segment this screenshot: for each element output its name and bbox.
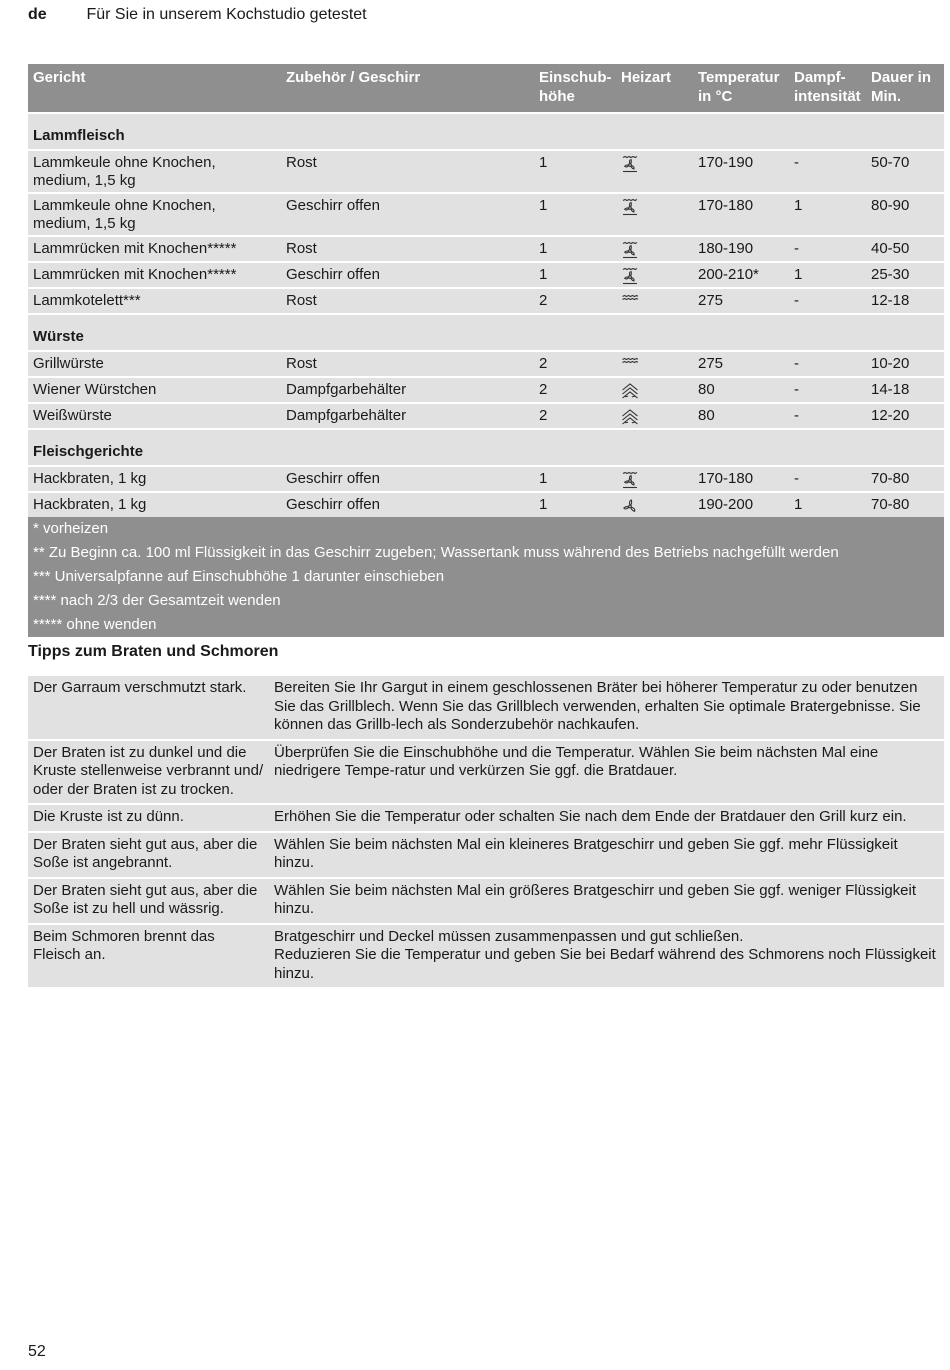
- header-title: Für Sie in unserem Kochstudio getestet: [86, 6, 367, 23]
- temperature-cell: 275: [693, 288, 789, 314]
- tips-row: [28, 832, 944, 878]
- duration-cell: 12-20: [866, 403, 944, 429]
- tips-row: [28, 804, 944, 832]
- dish-cell: Grillwürste: [28, 351, 281, 377]
- heating-mode-cell: [616, 262, 693, 288]
- level-cell: 1: [534, 262, 616, 288]
- level-cell: 1: [534, 150, 616, 193]
- table-row: [28, 288, 944, 314]
- hot-air-grill-icon: [621, 155, 688, 173]
- column-header: Gericht: [28, 64, 281, 113]
- hot-air-grill-icon: [621, 198, 688, 216]
- accessory-cell: Geschirr offen: [281, 262, 534, 288]
- table-row: [28, 236, 944, 262]
- hot-air-grill-icon: [621, 241, 688, 259]
- footnote: * vorheizen: [28, 517, 944, 541]
- solution-cell: [269, 676, 944, 740]
- solution-text: Bratgeschirr und Deckel müssen zusammenpassen und gut schließen.: [274, 927, 744, 945]
- steam-cell: -: [789, 288, 866, 314]
- accessory-cell: Geschirr offen: [281, 492, 534, 517]
- dish-cell: Lammkeule ohne Knochen, medium, 1,5 kg: [28, 150, 281, 193]
- temperature-cell: 180-190: [693, 236, 789, 262]
- level-cell: 1: [534, 492, 616, 517]
- tips-row: [28, 740, 944, 805]
- grill-icon: [621, 293, 688, 311]
- heating-mode-cell: [616, 403, 693, 429]
- temperature-cell: 170-190: [693, 150, 789, 193]
- heating-mode-cell: [616, 236, 693, 262]
- table-row: [28, 193, 944, 236]
- page-header: [28, 6, 367, 28]
- dish-cell: Hackbraten, 1 kg: [28, 492, 281, 517]
- accessory-cell: Geschirr offen: [281, 193, 534, 236]
- duration-cell: 12-18: [866, 288, 944, 314]
- accessory-cell: Rost: [281, 288, 534, 314]
- grill-icon: [621, 356, 688, 374]
- section-row: [28, 113, 944, 150]
- problem-cell: Der Braten sieht gut aus, aber die Soße ist angebrannt.: [28, 832, 269, 878]
- dish-cell: Lammrücken mit Knochen*****: [28, 236, 281, 262]
- level-cell: 1: [534, 466, 616, 492]
- hot-air-grill-icon: [621, 471, 688, 489]
- footnote: ***** ohne wenden: [28, 613, 944, 637]
- temperature-cell: 275: [693, 351, 789, 377]
- problem-cell: Die Kruste ist zu dünn.: [28, 804, 269, 832]
- temperature-cell: 170-180: [693, 466, 789, 492]
- footnote-row: [28, 517, 944, 541]
- solution-text: Erhöhen Sie die Temperatur oder schalten Sie nach dem Ende der Bratdauer den Grill kurz ein.: [274, 808, 907, 825]
- dish-cell: Lammkotelett***: [28, 288, 281, 314]
- duration-cell: 70-80: [866, 466, 944, 492]
- column-header: Dauer in Min.: [866, 64, 944, 113]
- steam-cell: 1: [789, 262, 866, 288]
- footnote-row: [28, 589, 944, 613]
- table-row: [28, 351, 944, 377]
- steam-cell: -: [789, 377, 866, 403]
- accessory-cell: Dampfgarbehälter: [281, 403, 534, 429]
- level-cell: 2: [534, 351, 616, 377]
- tips-row: [28, 878, 944, 924]
- table-row: [28, 403, 944, 429]
- steam-cell: -: [789, 236, 866, 262]
- heating-mode-cell: [616, 351, 693, 377]
- dish-cell: Lammrücken mit Knochen*****: [28, 262, 281, 288]
- heating-mode-cell: [616, 466, 693, 492]
- table-row: [28, 466, 944, 492]
- problem-cell: Der Braten sieht gut aus, aber die Soße ist zu hell und wässrig.: [28, 878, 269, 924]
- temperature-cell: 200-210*: [693, 262, 789, 288]
- solution-cell: [269, 804, 944, 832]
- duration-cell: 25-30: [866, 262, 944, 288]
- cooking-table: [28, 64, 944, 637]
- dish-cell: Wiener Würstchen: [28, 377, 281, 403]
- accessory-cell: Geschirr offen: [281, 466, 534, 492]
- duration-cell: 70-80: [866, 492, 944, 517]
- solution-text: Reduzieren Sie die Temperatur und geben Sie bei Bedarf während des Schmorens noch Flüssigkeit hinzu.: [274, 946, 936, 982]
- accessory-cell: Rost: [281, 150, 534, 193]
- temperature-cell: 80: [693, 377, 789, 403]
- hot-air-grill-icon: [621, 267, 688, 285]
- solution-cell: [269, 924, 944, 989]
- steam-icon: [621, 408, 688, 426]
- steam-cell: 1: [789, 193, 866, 236]
- tips-table: [28, 676, 944, 989]
- duration-cell: 50-70: [866, 150, 944, 193]
- duration-cell: 80-90: [866, 193, 944, 236]
- dish-cell: Hackbraten, 1 kg: [28, 466, 281, 492]
- level-cell: 1: [534, 193, 616, 236]
- problem-cell: Der Garraum verschmutzt stark.: [28, 676, 269, 740]
- table-row: [28, 262, 944, 288]
- problem-cell: Beim Schmoren brennt das Fleisch an.: [28, 924, 269, 989]
- heating-mode-cell: [616, 288, 693, 314]
- tips-row: [28, 676, 944, 740]
- solution-cell: [269, 878, 944, 924]
- solution-text: Bereiten Sie Ihr Gargut in einem geschlossenen Bräter bei höherer Temperatur zu oder benutzen Sie das Grillblech. Wenn Sie das Grillblech verwenden, erhalten Sie optimale Bratergebnisse. Sie können das Grillb-lech als Sonderzubehör nachkaufen.: [274, 679, 921, 733]
- footnote-row: [28, 565, 944, 589]
- table-header-row: [28, 64, 944, 113]
- temperature-cell: 190-200: [693, 492, 789, 517]
- duration-cell: 14-18: [866, 377, 944, 403]
- section-title: Würste: [28, 314, 944, 351]
- temperature-cell: 170-180: [693, 193, 789, 236]
- steam-cell: 1: [789, 492, 866, 517]
- steam-cell: -: [789, 150, 866, 193]
- footnote: ** Zu Beginn ca. 100 ml Flüssigkeit in das Geschirr zugeben; Wassertank muss während des Betriebs nachgefüllt werden: [28, 541, 944, 565]
- column-header: Zubehör / Geschirr: [281, 64, 534, 113]
- footnote-row: [28, 541, 944, 565]
- column-header: Dampf- intensität: [789, 64, 866, 113]
- section-title: Fleischgerichte: [28, 429, 944, 466]
- section-title: Lammfleisch: [28, 113, 944, 150]
- footnote: **** nach 2/3 der Gesamtzeit wenden: [28, 589, 944, 613]
- tips-row: [28, 924, 944, 989]
- section-row: [28, 314, 944, 351]
- steam-icon: [621, 382, 688, 400]
- temperature-cell: 80: [693, 403, 789, 429]
- accessory-cell: Dampfgarbehälter: [281, 377, 534, 403]
- section-row: [28, 429, 944, 466]
- table-row: [28, 492, 944, 517]
- solution-cell: [269, 832, 944, 878]
- steam-cell: -: [789, 466, 866, 492]
- solution-text: Überprüfen Sie die Einschubhöhe und die Temperatur. Wählen Sie beim nächsten Mal eine niedrigere Tempe-ratur und verkürzen Sie ggf. die Bratdauer.: [274, 743, 879, 779]
- heating-mode-cell: [616, 492, 693, 517]
- page-number: 52: [28, 1343, 46, 1360]
- heating-mode-cell: [616, 193, 693, 236]
- dish-cell: Lammkeule ohne Knochen, medium, 1,5 kg: [28, 193, 281, 236]
- tips-title: Tipps zum Braten und Schmoren: [28, 643, 279, 660]
- steam-cell: -: [789, 351, 866, 377]
- level-cell: 2: [534, 288, 616, 314]
- column-header: Heizart: [616, 64, 693, 113]
- table-row: [28, 377, 944, 403]
- steam-cell: -: [789, 403, 866, 429]
- duration-cell: 40-50: [866, 236, 944, 262]
- hot-air-icon: [621, 497, 688, 515]
- duration-cell: 10-20: [866, 351, 944, 377]
- dish-cell: Weißwürste: [28, 403, 281, 429]
- accessory-cell: Rost: [281, 351, 534, 377]
- solution-text: Wählen Sie beim nächsten Mal ein kleineres Bratgeschirr und geben Sie ggf. mehr Flüssigkeit hinzu.: [274, 835, 898, 871]
- footnote: *** Universalpfanne auf Einschubhöhe 1 darunter einschieben: [28, 565, 944, 589]
- level-cell: 1: [534, 236, 616, 262]
- column-header: Temperatur in °C: [693, 64, 789, 113]
- level-cell: 2: [534, 377, 616, 403]
- footnote-row: [28, 613, 944, 637]
- accessory-cell: Rost: [281, 236, 534, 262]
- heating-mode-cell: [616, 377, 693, 403]
- level-cell: 2: [534, 403, 616, 429]
- table-row: [28, 150, 944, 193]
- language-label: de: [28, 6, 47, 23]
- solution-cell: [269, 740, 944, 805]
- column-header: Einschub- höhe: [534, 64, 616, 113]
- solution-text: Wählen Sie beim nächsten Mal ein größeres Bratgeschirr und geben Sie ggf. weniger Flüssigkeit hinzu.: [274, 881, 916, 917]
- problem-cell: Der Braten ist zu dunkel und die Kruste stellenweise verbrannt und/ oder der Braten ist zu trocken.: [28, 740, 269, 805]
- heating-mode-cell: [616, 150, 693, 193]
